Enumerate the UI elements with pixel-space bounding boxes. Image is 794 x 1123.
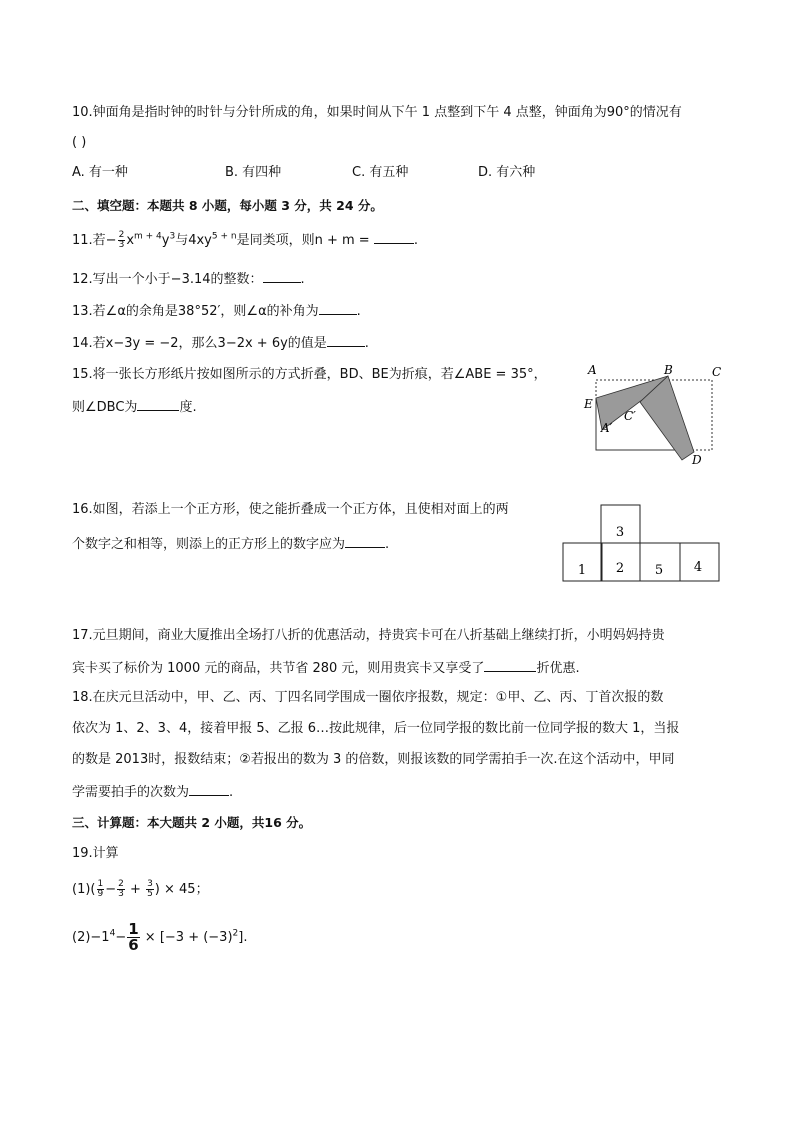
q19-p1-suffix: ) × 45； [154, 882, 209, 897]
q11-line [72, 229, 418, 251]
q11-y: y [161, 233, 170, 248]
q10-option-c: C. 有五种 [352, 165, 409, 180]
q11-exp2: 3 [169, 231, 176, 242]
q17-line2-end: 折优惠. [536, 661, 580, 676]
q19-frac-4 [127, 922, 139, 953]
q14-end: . [364, 336, 369, 351]
q19-frac-1 [97, 880, 105, 899]
q15-label-c: C [712, 365, 722, 379]
q19-p2-mid: × [−3 + (−3) [144, 930, 233, 945]
q13-answer-blank [319, 300, 357, 315]
q10-option-b: B. 有四种 [225, 165, 282, 180]
q19-p2-prefix: (2)−1 [72, 930, 110, 945]
q12-text: 12.写出一个小于−3.14的整数： [72, 272, 263, 287]
q19-frac-2-num: 2 [118, 879, 124, 889]
q11-frac-num: 2 [118, 230, 125, 240]
q19-p1-prefix: (1)( [72, 882, 96, 897]
q12-line [72, 268, 305, 290]
q15-answer-blank [137, 396, 179, 411]
q14-line [72, 332, 369, 354]
q17-line2-text: 宾卡买了标价为 1000 元的商品，共节省 280 元，则用贵宾卡又享受了 [72, 661, 485, 676]
q15-line2-text: 则∠DBC为 [72, 400, 138, 415]
q15-label-a: A [588, 363, 597, 377]
q19-frac-4-den: 6 [128, 936, 139, 954]
q10-answer-paren: ( ) [72, 135, 87, 150]
q15-line1: 15.将一张长方形纸片按如图所示的方式折叠，BD、BE为折痕，若∠ABE = 35°， [72, 367, 547, 382]
q13-line [72, 300, 361, 322]
q16-end: . [385, 537, 390, 552]
q18-answer-blank [189, 781, 229, 796]
q16-line1: 16.如图，若添上一个正方形，使之能折叠成一个正方体，且使相对面上的两 [72, 502, 509, 517]
q18-line2: 依次为 1、2、3、4，接着甲报 5、乙报 6…按此规律，后一位同学报的数比前一位同学报的数大 1，当报 [72, 721, 680, 736]
q11-end: . [413, 233, 418, 248]
q11-fraction [118, 231, 126, 250]
q19-p2-minus: − [115, 930, 127, 945]
q19-title: 19.计算 [72, 846, 119, 861]
q12-end: . [300, 272, 305, 287]
q18-line4-end: . [229, 785, 234, 800]
q14-text: 14.若x−3y = −2，那么3−2x + 6y的值是 [72, 336, 327, 351]
q19-frac-3 [146, 880, 154, 899]
q11-suffix: 是同类项，则n + m = [236, 233, 374, 248]
q15-fold-figure [576, 360, 726, 470]
q16-num-top: 3 [615, 525, 625, 540]
q16-num-4: 4 [693, 560, 703, 575]
q11-mid: 与4xy [175, 233, 212, 248]
q17-line2 [72, 657, 580, 679]
q19-frac-4-num: 1 [128, 920, 139, 938]
q11-prefix: 11.若− [72, 233, 117, 248]
q17-line1: 17.元旦期间，商业大厦推出全场打八折的优惠活动，持贵宾卡可在八折基础上继续打折，小明妈妈持贵 [72, 628, 665, 643]
section2-title: 二、填空题：本题共 8 小题，每小题 3 分，共 24 分。 [72, 198, 383, 213]
q19-frac-1-num: 1 [97, 879, 104, 889]
q18-line1: 18.在庆元旦活动中，甲、乙、丙、丁四名同学围成一圈依序报数，规定：①甲、乙、丙、丁首次报的数 [72, 690, 664, 705]
q15-line2 [72, 396, 197, 418]
q16-answer-blank [345, 533, 385, 548]
q18-line3: 的数是 2013时，报数结束；②若报出的数为 3 的倍数，则报该数的同学需拍手一次.在这个活动中，甲同 [72, 752, 675, 767]
section3-title: 三、计算题：本大题共 2 小题，共16 分。 [72, 815, 312, 830]
q13-end: . [356, 304, 361, 319]
q10-option-d: D. 有六种 [478, 165, 536, 180]
q10-stem: 10.钟面角是指时钟的时针与分针所成的角，如果时间从下午 1 点整到下午 4 点整，钟面角为90°的情况有 [72, 105, 682, 120]
q19-frac-3-den: 5 [147, 889, 153, 899]
q15-label-b: B [664, 363, 673, 377]
q16-num-3: 5 [654, 563, 664, 578]
q13-text: 13.若∠α的余角是38°52′，则∠α的补角为 [72, 304, 319, 319]
q19-p2-exp2: 2 [232, 928, 239, 939]
q15-label-e: E [584, 397, 593, 411]
q11-answer-blank [374, 229, 414, 244]
q19-frac-2-den: 3 [118, 889, 124, 899]
q19-part2 [72, 922, 247, 953]
q19-frac-3-num: 3 [147, 879, 153, 889]
q10-option-a: A. 有一种 [72, 165, 128, 180]
q19-p2-exp: 4 [109, 928, 116, 939]
q18-line4-text: 学需要拍手的次数为 [72, 785, 190, 800]
q19-frac-2 [117, 880, 125, 899]
q16-line2-text: 个数字之和相等，则添上的正方形上的数字应为 [72, 537, 346, 552]
q11-frac-den: 3 [118, 240, 125, 250]
q15-label-d: D [692, 453, 702, 467]
q11-exp3: 5 + n [211, 231, 237, 242]
q15-line2-end: 度. [179, 400, 197, 415]
q18-line4 [72, 781, 233, 803]
q11-x: x [126, 233, 135, 248]
q16-cube-net [560, 500, 724, 584]
q16-line2 [72, 533, 389, 555]
q11-exp1: m + 4 [134, 231, 162, 242]
q15-label-a-prime: A′ [601, 421, 613, 435]
q17-answer-blank [484, 657, 536, 672]
q19-part1 [72, 880, 209, 900]
q19-plus: + [130, 882, 141, 897]
q19-minus: − [105, 882, 117, 897]
q16-num-2: 2 [615, 561, 625, 576]
q14-answer-blank [327, 332, 365, 347]
q19-frac-1-den: 9 [97, 889, 104, 899]
q16-num-1: 1 [577, 563, 587, 578]
q12-answer-blank [263, 268, 301, 283]
q15-label-c-prime: C′ [624, 409, 636, 423]
q19-p2-end: ]. [238, 930, 248, 945]
